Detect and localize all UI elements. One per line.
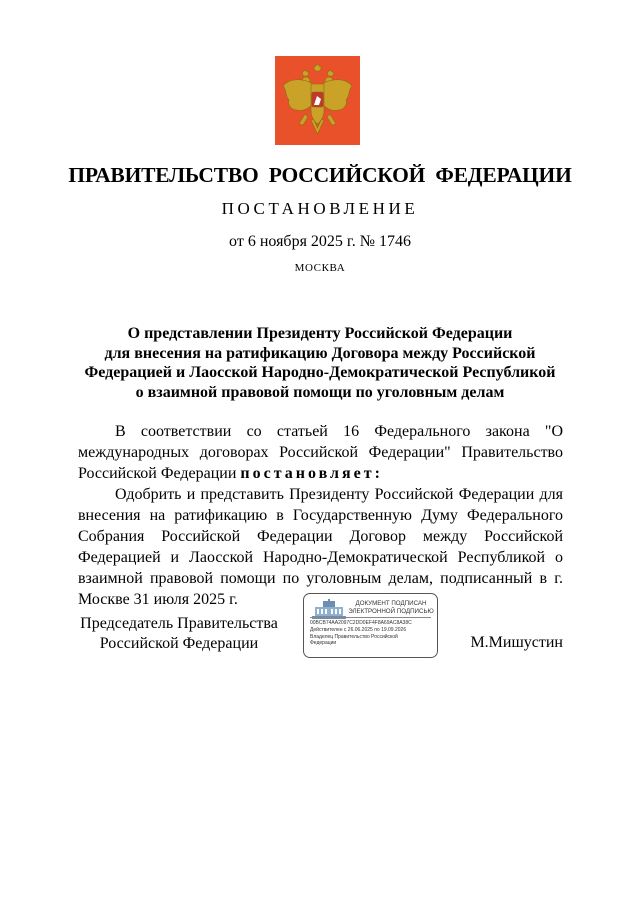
resolution-keyword: постановляет: — [240, 465, 383, 482]
coat-of-arms-emblem — [275, 56, 360, 145]
city-name: МОСКВА — [294, 262, 346, 274]
stamp-title — [346, 600, 436, 615]
signer-position-line: Российской Федерации — [99, 635, 259, 652]
body-paragraph — [78, 421, 563, 484]
stamp-divider — [310, 617, 431, 618]
decree-body — [78, 421, 563, 610]
signer-name: М.Мишустин — [470, 634, 563, 651]
stamp-owner: Владелец Правительство Российской — [310, 634, 398, 640]
heading-line: о взаимной правовой помощи по уголовным делам — [135, 383, 505, 401]
signer-position-line: Председатель Правительства — [80, 615, 278, 632]
electronic-signature-stamp — [303, 593, 438, 658]
document-type: ПОСТАНОВЛЕНИЕ — [221, 199, 419, 218]
heading-line: Федерацией и Лаосской Народно-Демократической Республикой — [84, 364, 556, 381]
signer-position — [64, 614, 294, 654]
stamp-certificate: 00BCB74AA2097C2DD0EF4F8A69AC8A38C — [310, 620, 412, 626]
decree-heading — [60, 324, 580, 402]
stamp-title-line: ДОКУМЕНТ ПОДПИСАН — [355, 600, 427, 607]
body-paragraph: Одобрить и представить Президенту Российской Федерации для внесения на ратификацию в Государственную Думу Федерального Собрания Российской Федерации Договор между Российской Федерацией и Лаосской Народно-Демократической Республикой о взаимной правовой помощи по уголовным делам, подписанный в г. Москве 31 июля 2025 г. — [78, 486, 563, 608]
preamble-text: В соответствии со статьей 16 Федерального закона "О международных договорах Российской Федерации" Правительство Российской Федерации — [78, 423, 563, 482]
decree-date-number: от 6 ноября 2025 г. № 1746 — [229, 233, 411, 250]
government-title: ПРАВИТЕЛЬСТВО РОССИЙСКОЙ ФЕДЕРАЦИИ — [68, 163, 572, 187]
heading-line: для внесения на ратификацию Договора между Российской — [104, 344, 536, 362]
stamp-validity: Действителен с 26.06.2025 по 19.09.2026 — [310, 627, 407, 633]
stamp-title-line: ЭЛЕКТРОННОЙ ПОДПИСЬЮ — [348, 607, 434, 615]
government-building-icon — [312, 599, 346, 619]
heading-line: О представлении Президенту Российской Федерации — [127, 325, 513, 342]
stamp-owner: Федерации — [310, 640, 337, 646]
